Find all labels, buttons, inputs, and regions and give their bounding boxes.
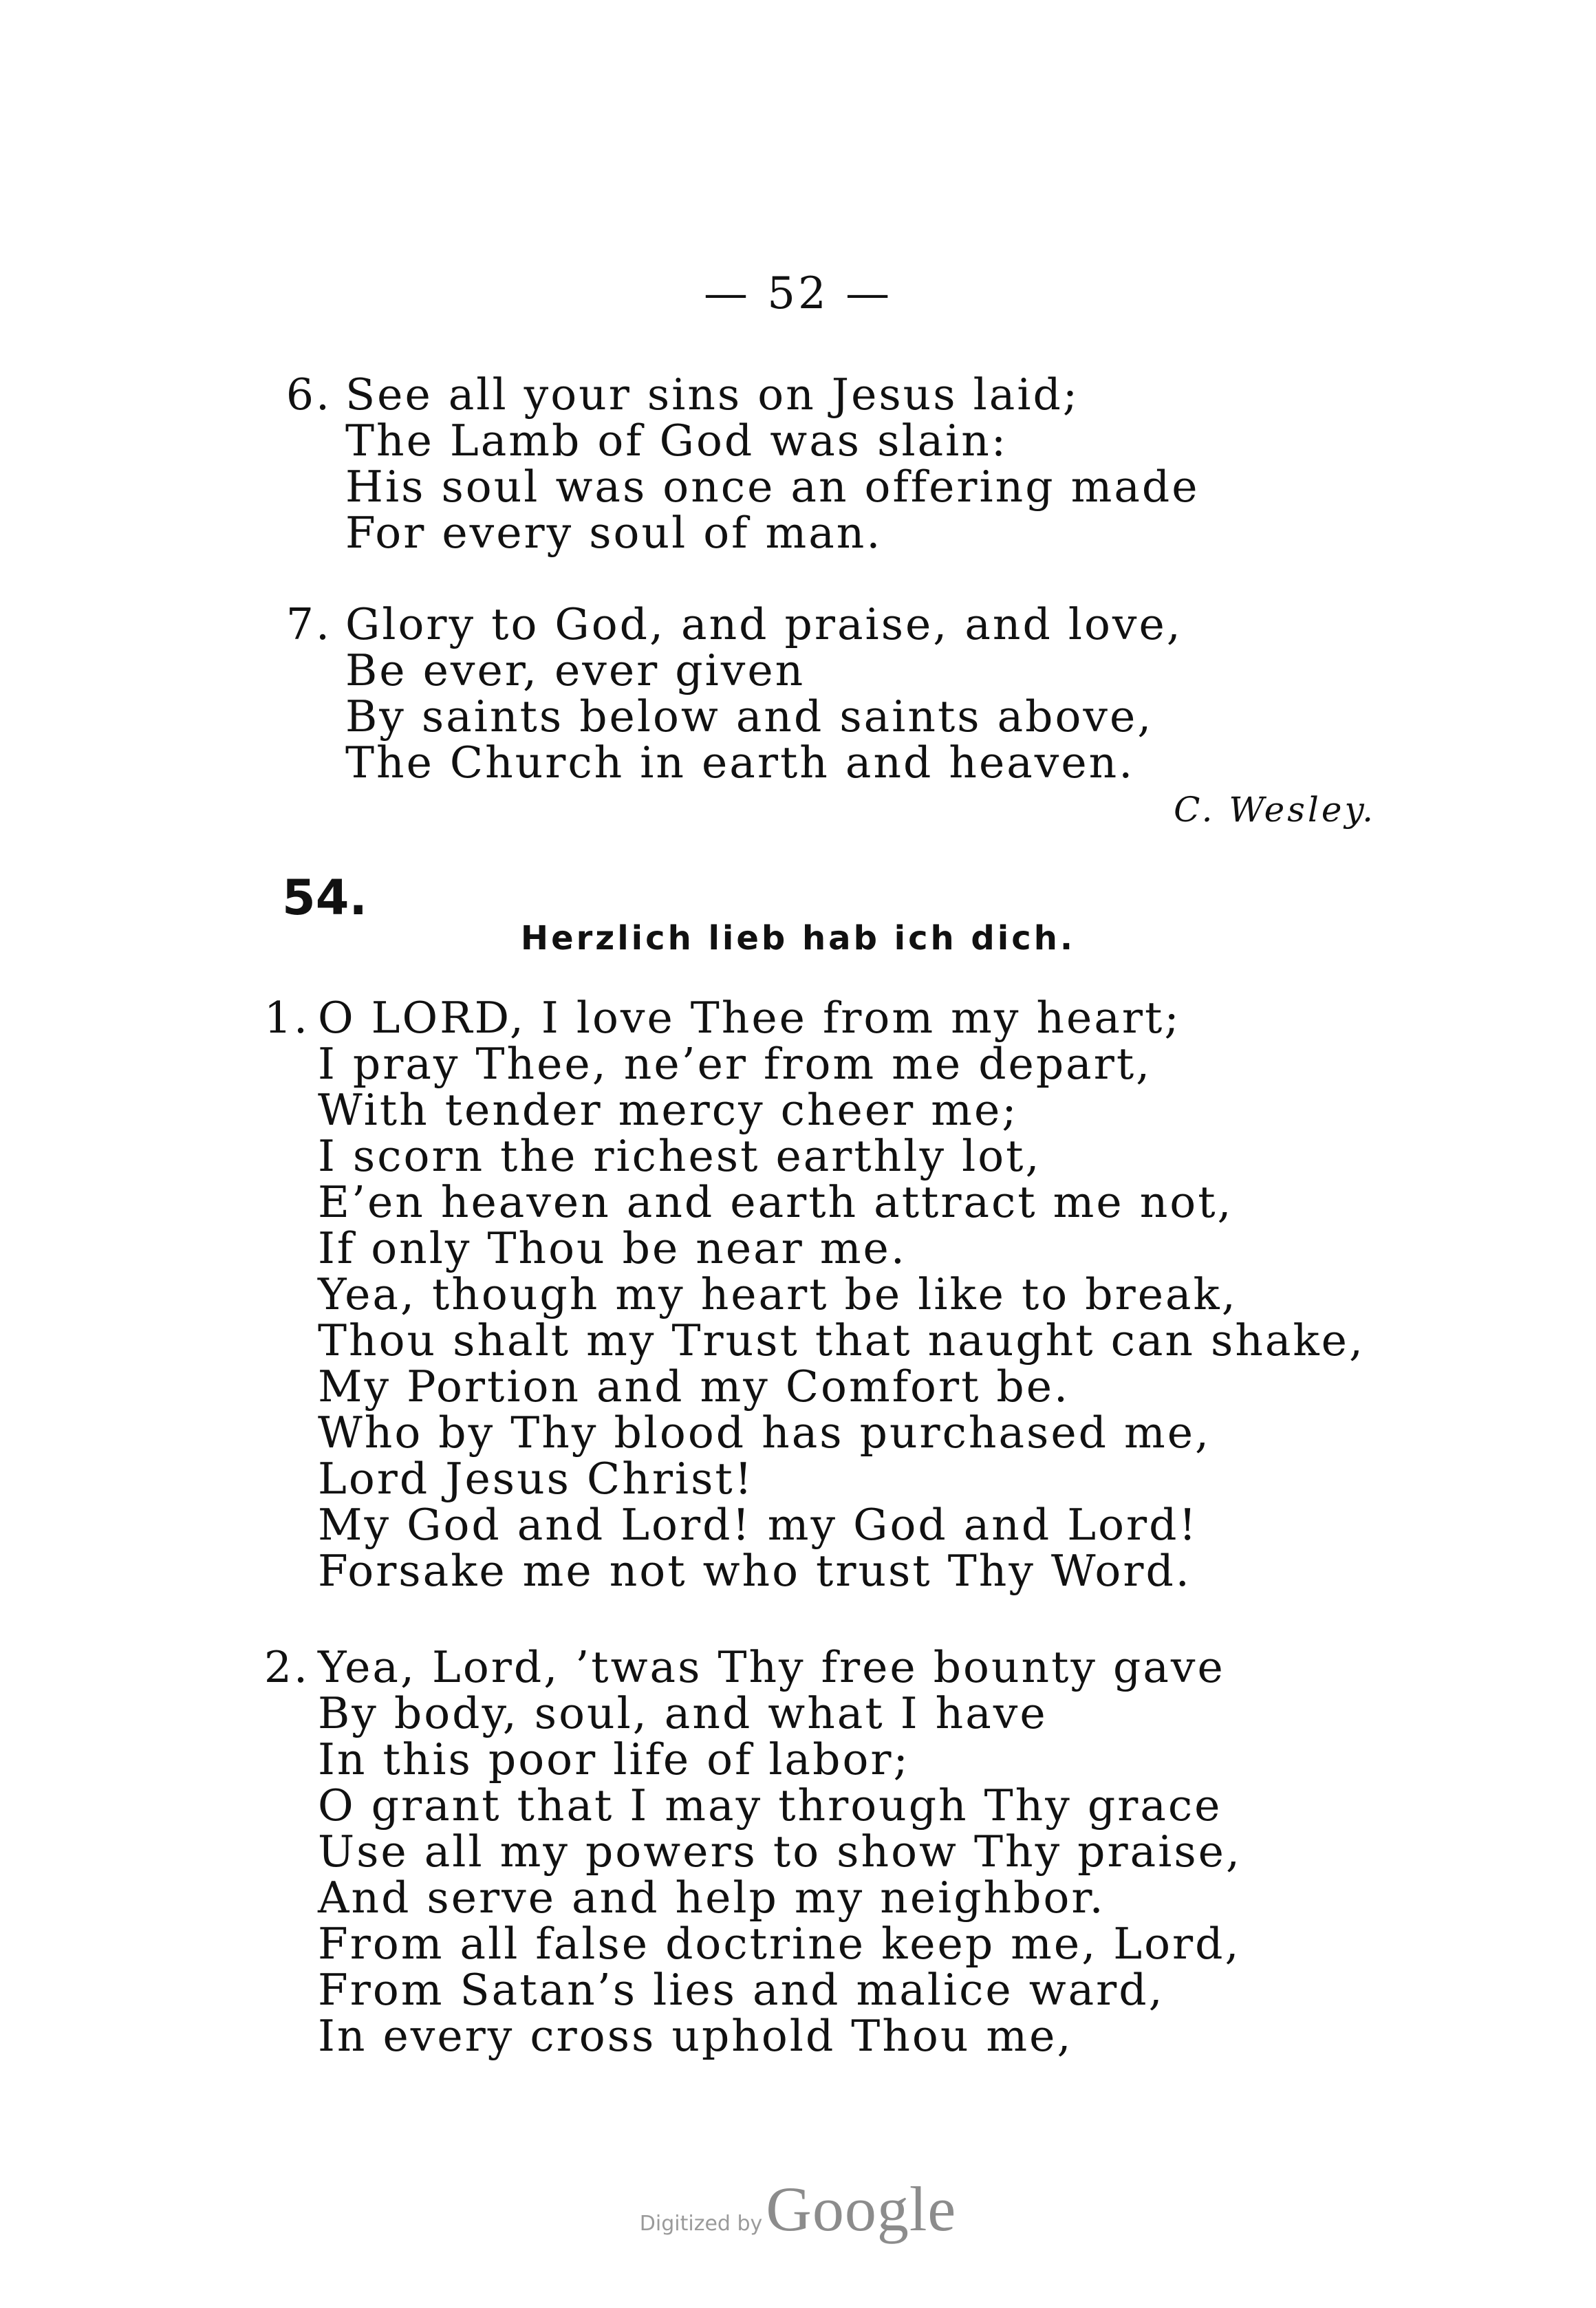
verse-lines — [332, 601, 1183, 786]
tune-name: Herzlich lieb hab ich dich. — [520, 919, 1076, 958]
verse-6 — [268, 371, 1200, 556]
verse-lines — [332, 371, 1200, 556]
digitized-by-watermark — [0, 2172, 1596, 2245]
verse-line: His soul was once an offering made — [345, 462, 1200, 512]
verse-line: Be ever, ever given — [345, 645, 806, 695]
verse-line: Who by Thy blood has purchased me, — [318, 1408, 1211, 1458]
verse-number: 6. — [285, 369, 332, 420]
digitized-by-text: Digitized by — [639, 2212, 763, 2236]
verse-line: Glory to God, and praise, and love, — [345, 599, 1183, 649]
page-number: — 52 — — [703, 268, 893, 319]
verse-number: 7. — [285, 599, 332, 649]
verse-line: In this poor life of labor; — [318, 1734, 910, 1784]
verse-line: O LORD, I love Thee from my heart; — [318, 993, 1181, 1043]
verse-line: The Lamb of God was slain: — [345, 416, 1009, 466]
verse-number: 2. — [263, 1642, 310, 1692]
verse-number: 1. — [263, 993, 310, 1043]
verse-line: Yea, though my heart be like to break, — [318, 1269, 1238, 1319]
verse-line: I scorn the richest earthly lot, — [318, 1131, 1042, 1181]
verse-line: And serve and help my neighbor. — [318, 1873, 1106, 1923]
author-attribution: C. Wesley. — [1174, 790, 1376, 830]
verse-line: Use all my powers to show Thy praise, — [318, 1826, 1242, 1877]
verse-line: With tender mercy cheer me; — [318, 1085, 1019, 1135]
verse-line: Yea, Lord, ’twas Thy free bounty gave — [318, 1642, 1225, 1692]
verse-line: Lord Jesus Christ! — [318, 1454, 755, 1504]
verse-lines — [311, 1644, 1242, 2059]
verse-line: In every cross uphold Thou me, — [318, 2011, 1073, 2061]
verse-line: The Church in earth and heaven. — [345, 737, 1135, 788]
verse-line: My Portion and my Comfort be. — [318, 1361, 1070, 1412]
verse-line: Thou shalt my Trust that naught can shake, — [318, 1315, 1365, 1366]
verse-line: E’en heaven and earth attract me not, — [318, 1177, 1233, 1227]
hymn-number: 54. — [282, 870, 368, 926]
verse-lines — [311, 995, 1365, 1594]
verse-line: O grant that I may through Thy grace — [318, 1780, 1222, 1831]
verse-line: From all false doctrine keep me, Lord, — [318, 1919, 1241, 1969]
verse-1 — [248, 995, 1365, 1594]
verse-line: See all your sins on Jesus laid; — [345, 369, 1080, 420]
google-logo: Google — [766, 2174, 957, 2244]
verse-7 — [268, 601, 1183, 786]
verse-line: I pray Thee, ne’er from me depart, — [318, 1039, 1152, 1089]
verse-line: Forsake me not who trust Thy Word. — [318, 1546, 1191, 1596]
verse-line: From Satan’s lies and malice ward, — [318, 1965, 1165, 2015]
verse-line: If only Thou be near me. — [318, 1223, 907, 1273]
verse-line: By saints below and saints above, — [345, 691, 1154, 742]
verse-line: For every soul of man. — [345, 508, 883, 558]
verse-line: My God and Lord! my God and Lord! — [318, 1500, 1198, 1550]
verse-2 — [248, 1644, 1242, 2059]
verse-line: By body, soul, and what I have — [318, 1688, 1048, 1738]
